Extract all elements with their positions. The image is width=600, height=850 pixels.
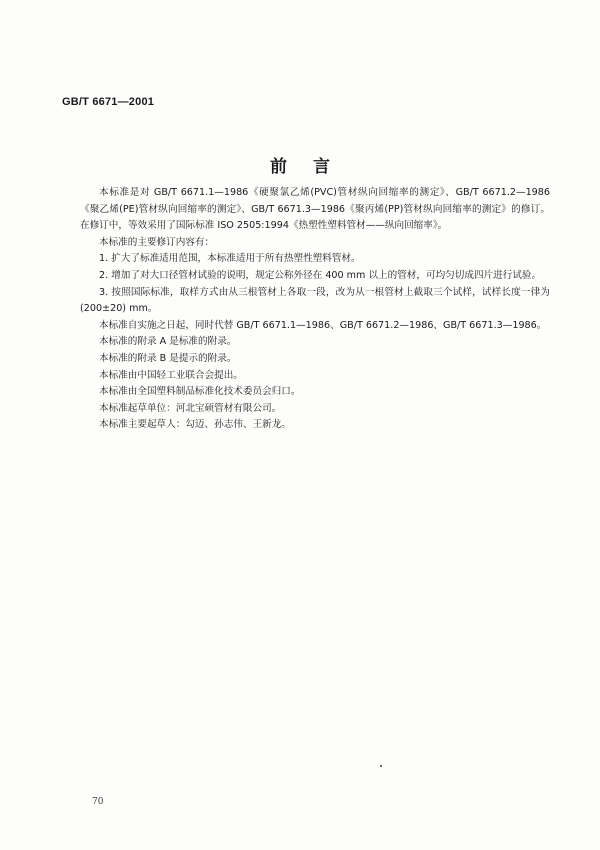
paragraph-change-3: 3. 按照国际标准，取样方式由从三根管材上各取一段，改为从一根管材上截取三个试样，试样长度一律为(200±20) mm。	[80, 286, 550, 315]
paragraph-appendix-b: 本标准的附录 B 是提示的附录。	[99, 352, 237, 364]
paragraph-appendix-a: 本标准的附录 A 是标准的附录。	[99, 336, 237, 348]
paragraph-drafting-unit: 本标准起草单位：河北宝硕管材有限公司。	[99, 402, 282, 414]
scan-speck	[380, 765, 382, 767]
paragraph-drafters: 本标准主要起草人：勾迈、孙志伟、王新龙。	[99, 419, 291, 431]
page-title: 前言	[270, 157, 356, 177]
paragraph-change-2: 2. 增加了对大口径管材试验的说明，规定公称外径在 400 mm 以上的管材，可均匀切成四片进行试验。	[99, 269, 542, 281]
page-number: 70	[92, 797, 104, 807]
standard-code: GB/T 6671—2001	[62, 96, 155, 108]
paragraph-centralized-by: 本标准由全国塑料制品标准化技术委员会归口。	[99, 386, 301, 398]
foreword-body	[80, 185, 550, 434]
paragraph-replaces: 本标准自实施之日起，同时代替 GB/T 6671.1—1986、GB/T 6671.2—1986、GB/T 6671.3—1986。	[99, 319, 547, 331]
paragraph-change-1: 1. 扩大了标准适用范围，本标准适用于所有热塑性塑料管材。	[99, 253, 361, 265]
paragraph-proposed-by: 本标准由中国轻工业联合会提出。	[99, 369, 243, 381]
paragraph-revision-scope: 本标准是对 GB/T 6671.1—1986《硬聚氯乙烯(PVC)管材纵向回缩率的测定》、GB/T 6671.2—1986《聚乙烯(PE)管材纵向回缩率的测定》、GB/T 6671.3—1986《聚丙烯(PP)管材纵向回缩率的测定》的修订。在修订中，等效采用了国际标准 ISO 2505:1994《热塑性塑料管材——纵向回缩率》。	[80, 187, 550, 232]
paragraph-main-changes-intro: 本标准的主要修订内容有：	[99, 236, 215, 248]
